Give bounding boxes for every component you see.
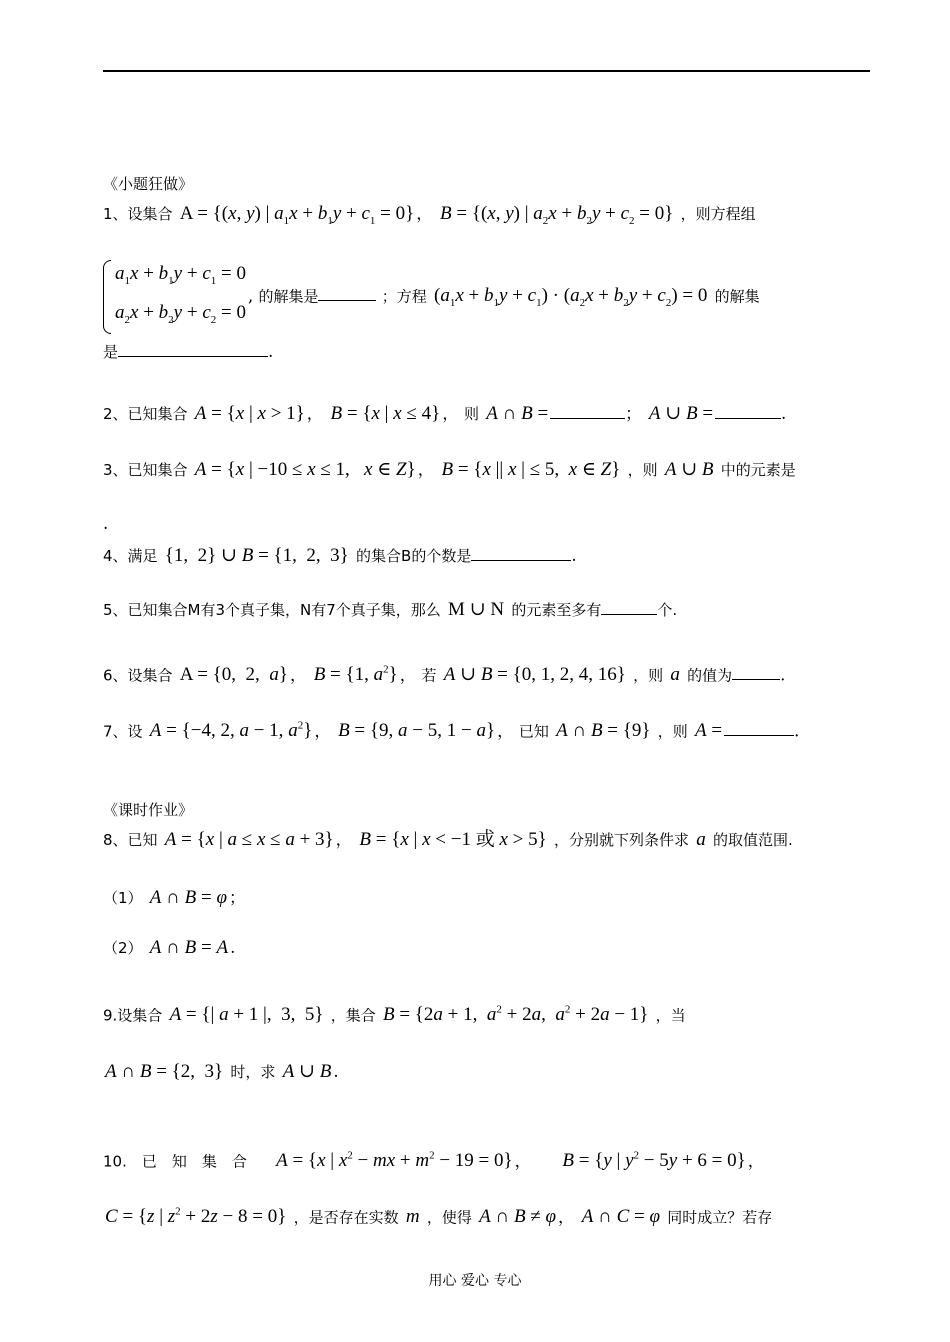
answer-blank-1b [118, 338, 268, 357]
answer-blank-4 [471, 542, 571, 561]
answer-blank-6 [732, 661, 780, 680]
question-6: 6、设集合 A = {0, 2, a} ， B = {1, $a^2$} ， 若 A ∪ B = {0, 1, 2, 4, 16} ，则 a 的值为 . [103, 656, 785, 689]
question-10-line-2: C = {z | $z^2 + 2z - 8 = 0$} ，是否存在实数 m ，使得 A ∩ B ≠ φ ， A ∩ C = φ 同时成立？若存 [105, 1206, 773, 1228]
question-1-line-2: $a_1x + b_1y + c_1 = 0$ $a_2x + b_2y + c_2 = 0$ , 的解集是 ；方程 $(a_1x + b_1y + c_1) \cdot (a_2x + b_2y + c_2) = 0$ 的解集 [103, 258, 760, 336]
question-3: 3、已知集合 A = {x | −10 ≤ x ≤ 1, x ∈ Z} ， B = {x || x | ≤ 5, x ∈ Z} ，则 A ∪ B 中的元素是 [103, 459, 796, 480]
answer-blank-5 [601, 596, 657, 615]
question-8-case-2: （2） A ∩ B = A . [103, 937, 236, 958]
question-8: 8、已知 A = {x | a ≤ x ≤ a + 3} ， B = {x | x < −1 或 x > 5} ，分别就下列条件求 a 的取值范围. [103, 829, 793, 850]
question-1-line-1: 1、设集合 A = {(x, y) | $a_1x + b_1y + c_1 = 0$} ， B = {(x, y) | $a_2x + b_2y + c_2 = 0$} ，则方程组 [103, 203, 756, 227]
system-brace [103, 260, 111, 334]
question-9-line-2: A ∩ B = {2, 3} 时，求 A ∪ B . [105, 1061, 339, 1082]
answer-blank-2a [550, 400, 625, 419]
answer-blank-7 [724, 717, 794, 736]
question-9-line-1: 9.设集合 A = {| a + 1 |, 3, 5} ，集合 B = {2a + 1, $a^2 + 2a$, $a^2 + 2a - 1$} ，当 [103, 1004, 686, 1026]
page-footer: 用心 爱心 专心 [428, 1273, 522, 1289]
question-7: 7、设 A = {−4, 2, a − 1, $a^2$} ， B = {9, a − 5, 1 − a} ， 已知 A ∩ B = {9} ，则 A = . [103, 712, 799, 745]
question-5: 5、已知集合M有3个真子集，N有7个真子集，那么 M ∪ N 的元素至多有 个. [103, 596, 677, 624]
answer-blank-1a [318, 282, 376, 301]
question-4: 4、满足 {1, 2} ∪ B = {1, 2, 3} 的集合B的个数是 . [103, 542, 577, 570]
section-title-small: 《小题狂做》 [103, 175, 194, 193]
question-3-end: . [103, 514, 109, 533]
question-1-line-3: 是 . [103, 338, 273, 366]
question-8-case-1: （1） A ∩ B = φ ； [103, 887, 246, 908]
header-rule [103, 70, 870, 72]
equation-system: $a_1x + b_1y + c_1 = 0$ $a_2x + b_2y + c_2 = 0$ [103, 258, 248, 336]
answer-blank-2b [715, 400, 781, 419]
question-10-line-1: 10. 已 知 集 合 A = {x | $x^2$ − mx + $m^2 - 19 = 0$} ， B = {y | $y^2 - 5y + 6 = 0$} ， [103, 1150, 765, 1172]
question-2: 2、已知集合 A = {x | x > 1} ， B = {x | x ≤ 4} ， 则 A ∩ B = ； A ∪ B = . [103, 400, 786, 428]
section-title-homework: 《课时作业》 [103, 801, 194, 819]
